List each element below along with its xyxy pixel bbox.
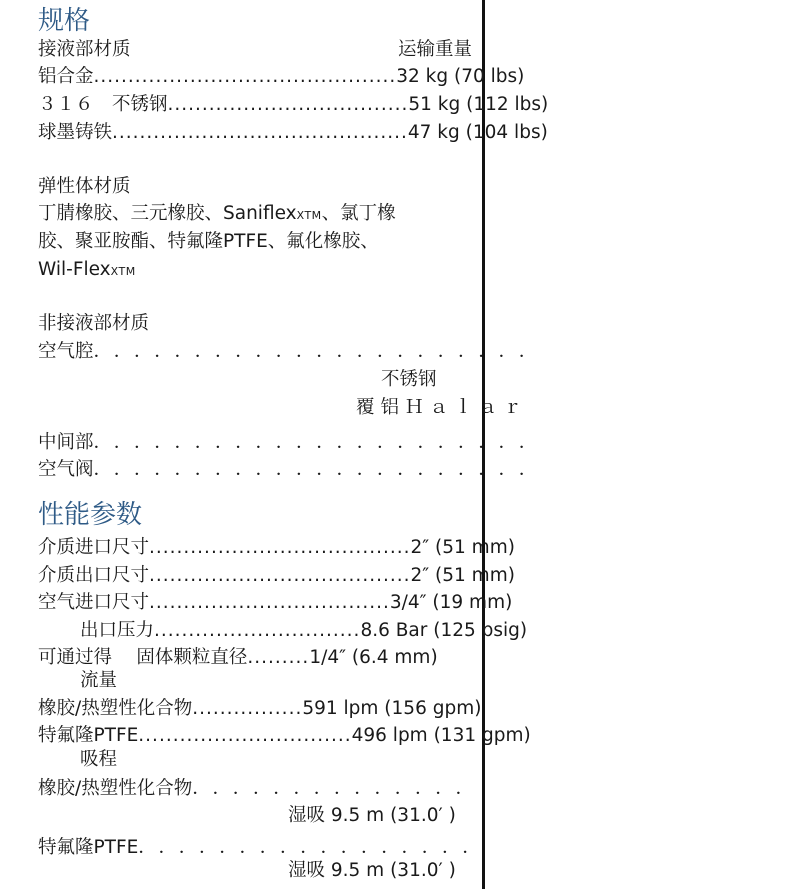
suction-row-value: 湿吸 9.5 m (31.0′ ) — [288, 860, 456, 881]
performance-row-value: 1/4″ (6.4 mm) — [309, 647, 438, 668]
leader-dots: ............................................ — [93, 66, 397, 87]
nonwetted-title: 非接液部材质 — [38, 313, 150, 334]
elastomer-text: 、氯丁橡 — [321, 203, 396, 224]
weight-row-label: 球墨铸铁 — [38, 122, 113, 143]
center-section-row — [38, 431, 548, 455]
air-chamber-value-1: 不锈钢 — [381, 369, 437, 390]
performance-row-value: 3/4″ (19 mm) — [389, 592, 513, 613]
flow-row-value: 591 lpm (156 gpm) — [302, 698, 482, 719]
weight-row-label: ３１６ 不锈钢 — [38, 94, 168, 115]
flow-label: 流量 — [80, 670, 118, 691]
weight-row — [38, 65, 524, 89]
trademark-suffix: XTM — [110, 265, 136, 278]
specs-heading: 规格 — [38, 6, 91, 36]
performance-row — [80, 619, 527, 643]
leader-dots: ...................................... — [149, 565, 411, 586]
performance-row-label: 可通过得 固体颗粒直径 — [38, 647, 248, 668]
flow-row-value: 496 lpm (131 gpm) — [351, 725, 531, 746]
suction-row — [38, 777, 485, 801]
performance-row-value: 8.6 Bar (125 psig) — [360, 620, 528, 641]
performance-row — [38, 536, 515, 560]
leader-dots: ................ — [192, 698, 303, 719]
performance-row-label: 空气进口尺寸 — [38, 592, 150, 613]
leader-dots: .............................. — [154, 620, 361, 641]
elastomer-line-3 — [38, 258, 136, 284]
wetted-materials-title: 接液部材质 — [38, 39, 131, 60]
weight-row-value: 32 kg (70 lbs) — [396, 66, 525, 87]
flow-row — [38, 697, 481, 721]
leader-dots: ．．．．．．．．．．．．．．．．．．．．．． — [93, 341, 549, 362]
weight-row — [38, 121, 548, 145]
suction-row-label: 特氟隆PTFE — [38, 837, 139, 858]
leader-dots: ......... — [247, 647, 310, 668]
leader-dots: ．．．．．．．．．．．．．．．．．．．．．． — [93, 459, 549, 480]
weight-row — [38, 93, 548, 117]
suction-row-label: 橡胶/热塑性化合物 — [38, 778, 193, 799]
weight-row-label: 铝合金 — [38, 66, 94, 87]
leader-dots: ................................... — [167, 94, 409, 115]
air-valve-label: 空气阀 — [38, 459, 94, 480]
performance-row-value: 2″ (51 mm) — [410, 537, 515, 558]
elastomer-text: Wil-Flex — [38, 259, 111, 280]
center-section-label: 中间部 — [38, 432, 94, 453]
air-chamber-row — [38, 340, 548, 364]
air-chamber-label: 空气腔 — [38, 341, 94, 362]
leader-dots: ．．．．．．．．．．．．．．．．． — [138, 837, 492, 858]
suction-label: 吸程 — [80, 749, 118, 770]
leader-dots: ．．．．．．．．．．．．．．．．．．．．．． — [93, 432, 549, 453]
performance-row-label: 介质出口尺寸 — [38, 565, 150, 586]
performance-row — [38, 564, 515, 588]
performance-row-value: 2″ (51 mm) — [410, 565, 515, 586]
performance-row-label: 出口压力 — [80, 620, 155, 641]
elastomer-title: 弹性体材质 — [38, 176, 131, 197]
suction-row — [38, 836, 492, 860]
trademark-suffix: XTM — [296, 209, 322, 222]
shipping-weight-title: 运输重量 — [398, 39, 473, 60]
leader-dots: ............................... — [138, 725, 352, 746]
flow-row — [38, 724, 531, 748]
air-chamber-value-2: 覆铝Ｈａｌａｒ — [356, 397, 528, 418]
air-valve-row — [38, 458, 548, 482]
elastomer-line-1 — [38, 202, 396, 228]
elastomer-text: 丁腈橡胶、三元橡胶、Saniflex — [38, 203, 297, 224]
leader-dots: ．．．．．．．．．．．．．． — [192, 778, 485, 799]
leader-dots: ...................................... — [149, 537, 411, 558]
flow-row-label: 特氟隆PTFE — [38, 725, 139, 746]
leader-dots: ................................... — [149, 592, 390, 613]
performance-heading: 性能参数 — [38, 500, 143, 530]
weight-row-value: 51 kg (112 lbs) — [408, 94, 549, 115]
suction-row-value: 湿吸 9.5 m (31.0′ ) — [288, 805, 456, 826]
flow-row-label: 橡胶/热塑性化合物 — [38, 698, 193, 719]
performance-row-label: 介质进口尺寸 — [38, 537, 150, 558]
performance-row — [38, 646, 438, 670]
performance-row — [38, 591, 512, 615]
leader-dots: ........................................... — [112, 122, 408, 143]
weight-row-value: 47 kg (104 lbs) — [407, 122, 548, 143]
elastomer-line-2: 胶、聚亚胺酯、特氟隆PTFE、氟化橡胶、 — [38, 231, 379, 252]
